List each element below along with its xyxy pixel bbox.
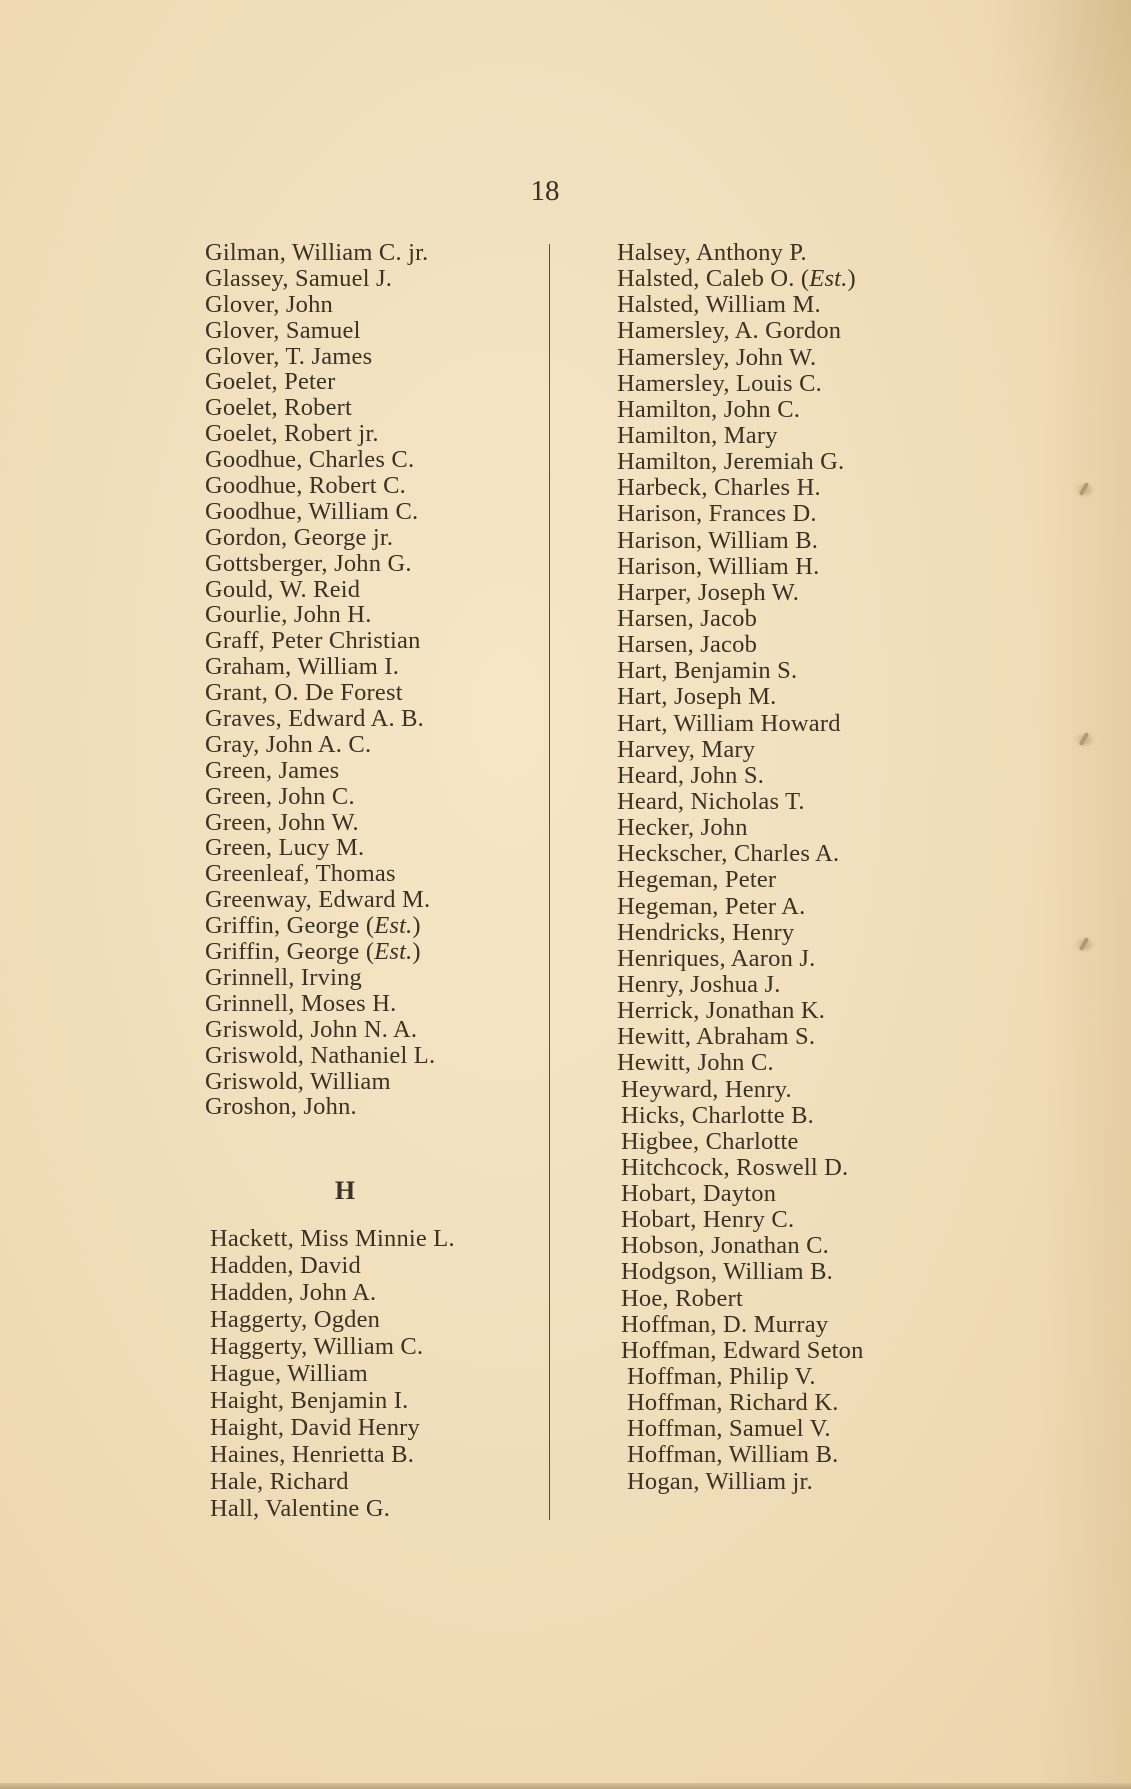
member-name: Graves, Edward A. B. [205, 705, 425, 733]
member-name: Glover, Samuel [205, 316, 361, 344]
binding-hole-mark [1072, 730, 1098, 750]
member-name: Heard, Nicholas T. [617, 787, 805, 815]
list-item [617, 1442, 864, 1468]
member-name: Hobson, Jonathan C. [621, 1232, 829, 1260]
list-item [617, 711, 864, 737]
list-item [617, 894, 864, 920]
member-name: Hamersley, A. Gordon [617, 317, 842, 345]
member-name: Henriques, Aaron J. [617, 944, 816, 972]
member-name: Haggerty, William C. [210, 1333, 424, 1360]
member-name: Gottsberger, John G. [205, 549, 412, 577]
list-item [617, 1312, 864, 1338]
list-item [617, 475, 864, 501]
list-item [205, 602, 435, 628]
member-name: Hoe, Robert [621, 1284, 743, 1312]
member-name: Harvey, Mary [617, 735, 756, 763]
list-item [617, 292, 864, 318]
member-name: Gray, John A. C. [205, 730, 372, 758]
member-name: Hegeman, Peter [617, 866, 777, 894]
list-item [205, 628, 435, 654]
member-name: Goodhue, Charles C. [205, 446, 415, 474]
member-name: Hart, Benjamin S. [617, 657, 798, 685]
member-name: Hegeman, Peter A. [617, 892, 806, 920]
list-item [210, 1414, 455, 1441]
member-name: Haines, Henrietta B. [210, 1441, 415, 1468]
member-name: Harison, William H. [617, 552, 820, 580]
member-name: Hoffman, William B. [627, 1441, 839, 1469]
member-name: Gourlie, John H. [205, 601, 372, 629]
list-item [205, 551, 435, 577]
list-item [617, 632, 864, 658]
list-item [617, 449, 864, 475]
list-item [205, 991, 435, 1017]
page-bottom-edge [0, 1783, 1131, 1789]
list-item [210, 1387, 455, 1414]
member-name: Grinnell, Irving [205, 963, 362, 991]
list-item [617, 1155, 864, 1181]
list-item [210, 1225, 455, 1252]
member-name: Harison, William B. [617, 526, 819, 554]
member-name: Green, James [205, 756, 340, 784]
member-name: Gould, W. Reid [205, 575, 361, 603]
member-name: Goelet, Robert [205, 394, 353, 422]
list-item [210, 1333, 455, 1360]
list-item [617, 1129, 864, 1155]
left-column-h-list [210, 1225, 455, 1522]
member-name: Hogan, William jr. [627, 1467, 813, 1495]
list-item [617, 1416, 864, 1442]
member-name: Harbeck, Charles H. [617, 474, 821, 502]
member-name: Halsey, Anthony P. [617, 239, 807, 266]
list-item [205, 421, 435, 447]
member-name: Haggerty, Ogden [210, 1306, 381, 1333]
member-name: Hoffman, Philip V. [627, 1363, 816, 1391]
list-item [205, 758, 435, 784]
list-item [617, 397, 864, 423]
list-item [205, 654, 435, 680]
list-item [617, 1181, 864, 1207]
list-item [617, 998, 864, 1024]
list-item [617, 658, 864, 684]
member-name: Hoffman, Richard K. [627, 1389, 839, 1417]
list-item [617, 1103, 864, 1129]
list-item [617, 371, 864, 397]
list-item [210, 1252, 455, 1279]
list-item [205, 1017, 435, 1043]
member-name: Gordon, George jr. [205, 523, 394, 551]
list-item [617, 946, 864, 972]
list-item [617, 1259, 864, 1285]
list-item: Halsted, Caleb O. (Est.) [617, 265, 856, 293]
list-item [210, 1279, 455, 1306]
list-item [205, 292, 435, 318]
member-name: Hackett, Miss Minnie L. [210, 1225, 455, 1252]
list-item [205, 861, 435, 887]
left-column-g-list [205, 240, 435, 1120]
member-name: Harper, Joseph W. [617, 578, 800, 606]
member-name: Green, John W. [205, 808, 359, 836]
list-item [617, 501, 864, 527]
estate-note: Est. [374, 938, 413, 966]
member-name: Heckscher, Charles A. [617, 840, 840, 868]
list-item [210, 1468, 455, 1495]
member-name: Hadden, David [210, 1252, 361, 1279]
list-item [617, 606, 864, 632]
member-name: Greenway, Edward M. [205, 886, 431, 914]
list-item [617, 920, 864, 946]
list-item [617, 763, 864, 789]
column-divider [549, 244, 550, 1520]
list-item [205, 810, 435, 836]
page-fold-shadow [981, 0, 1131, 300]
list-item [205, 1043, 435, 1069]
member-name: Grant, O. De Forest [205, 679, 403, 707]
member-name: Hobart, Henry C. [621, 1206, 795, 1234]
member-name: Griffin, George [205, 938, 360, 966]
member-name: Grinnell, Moses H. [205, 989, 397, 1017]
member-name: Griswold, John N. A. [205, 1015, 418, 1043]
member-name: Hoffman, Edward Seton [621, 1336, 864, 1364]
member-name: Hale, Richard [210, 1468, 349, 1495]
page-number: 18 [530, 175, 560, 207]
member-name: Hague, William [210, 1360, 368, 1387]
member-name: Goodhue, William C. [205, 497, 419, 525]
member-name: Halsted, William M. [617, 291, 821, 319]
member-name: Henry, Joshua J. [617, 970, 781, 998]
list-item [617, 1469, 864, 1495]
list-item [617, 1050, 864, 1076]
list-item [205, 1094, 435, 1120]
list-item [210, 1360, 455, 1387]
member-name: Halsted, Caleb O. [617, 265, 795, 293]
list-item: Griffin, George (Est.) [205, 938, 421, 966]
member-name: Hitchcock, Roswell D. [621, 1153, 849, 1181]
member-name: Hamilton, Jeremiah G. [617, 448, 845, 476]
member-name: Hamersley, Louis C. [617, 369, 822, 397]
list-item [617, 1024, 864, 1050]
member-name: Hadden, John A. [210, 1279, 377, 1306]
binding-hole-mark [1072, 935, 1098, 955]
list-item [210, 1306, 455, 1333]
list-item [617, 1364, 864, 1390]
list-item [617, 841, 864, 867]
member-name: Greenleaf, Thomas [205, 860, 396, 888]
list-item [205, 473, 435, 499]
list-item [205, 240, 435, 266]
member-name: Hobart, Dayton [621, 1180, 777, 1208]
member-name: Hewitt, Abraham S. [617, 1023, 816, 1051]
estate-note: Est. [374, 912, 413, 940]
member-name: Griffin, George [205, 912, 360, 940]
list-item [617, 423, 864, 449]
list-item [617, 815, 864, 841]
list-item [205, 1069, 435, 1095]
member-name: Green, John C. [205, 782, 355, 810]
member-name: Hall, Valentine G. [210, 1495, 391, 1522]
list-item [617, 318, 864, 344]
list-item [205, 525, 435, 551]
member-name: Hart, William Howard [617, 709, 841, 737]
member-name: Haight, Benjamin I. [210, 1387, 409, 1414]
member-name: Hicks, Charlotte B. [621, 1101, 814, 1129]
list-item [210, 1495, 455, 1522]
list-item [205, 369, 435, 395]
list-item [205, 318, 435, 344]
list-item [617, 1338, 864, 1364]
list-item [617, 345, 864, 371]
member-name: Haight, David Henry [210, 1414, 420, 1441]
member-name: Hamilton, John C. [617, 395, 801, 423]
list-item [617, 1286, 864, 1312]
list-item [617, 1233, 864, 1259]
right-column-list [617, 240, 864, 1495]
list-item [617, 867, 864, 893]
member-name: Groshon, John. [205, 1093, 357, 1121]
list-item [205, 965, 435, 991]
member-name: Hart, Joseph M. [617, 683, 777, 711]
member-name: Graham, William I. [205, 653, 400, 681]
member-name: Glassey, Samuel J. [205, 264, 393, 292]
list-item [617, 684, 864, 710]
member-name: Graff, Peter Christian [205, 627, 421, 655]
list-item: Griffin, George (Est.) [205, 912, 421, 940]
member-name: Hamersley, John W. [617, 343, 817, 371]
list-item [205, 784, 435, 810]
member-name: Hoffman, D. Murray [621, 1310, 829, 1338]
member-name: Gilman, William C. jr. [205, 239, 429, 266]
list-item [205, 887, 435, 913]
member-name: Harsen, Jacob [617, 604, 758, 632]
member-name: Hoffman, Samuel V. [627, 1415, 831, 1443]
list-item [205, 395, 435, 421]
member-name: Harsen, Jacob [617, 631, 758, 659]
list-item [205, 732, 435, 758]
member-name: Harison, Frances D. [617, 500, 817, 528]
list-item [617, 240, 864, 266]
list-item [205, 499, 435, 525]
member-name: Griswold, Nathaniel L. [205, 1041, 436, 1069]
list-item [617, 580, 864, 606]
member-name: Green, Lucy M. [205, 834, 365, 862]
list-item [205, 344, 435, 370]
member-name: Griswold, William [205, 1067, 391, 1095]
list-item [617, 972, 864, 998]
list-item [617, 554, 864, 580]
member-name: Hecker, John [617, 814, 748, 842]
list-item [205, 835, 435, 861]
member-name: Goelet, Peter [205, 368, 336, 396]
binding-hole-mark [1072, 480, 1098, 500]
list-item [205, 447, 435, 473]
member-name: Higbee, Charlotte [621, 1127, 799, 1155]
list-item [205, 266, 435, 292]
member-name: Goelet, Robert jr. [205, 420, 379, 448]
list-item [617, 528, 864, 554]
member-name: Herrick, Jonathan K. [617, 997, 826, 1025]
member-name: Glover, John [205, 290, 333, 318]
list-item [205, 577, 435, 603]
list-item [617, 789, 864, 815]
list-item [205, 706, 435, 732]
member-name: Hamilton, Mary [617, 421, 778, 449]
member-name: Goodhue, Robert C. [205, 472, 406, 500]
list-item [617, 1207, 864, 1233]
member-name: Glover, T. James [205, 342, 373, 370]
list-item [617, 737, 864, 763]
list-item [210, 1441, 455, 1468]
section-heading: H [334, 1176, 356, 1205]
member-name: Hendricks, Henry [617, 918, 795, 946]
member-name: Heyward, Henry. [621, 1075, 792, 1103]
member-name: Hewitt, John C. [617, 1049, 774, 1077]
list-item [617, 1077, 864, 1103]
member-name: Hodgson, William B. [621, 1258, 833, 1286]
list-item [617, 1390, 864, 1416]
member-name: Heard, John S. [617, 761, 765, 789]
estate-note: Est. [809, 265, 848, 293]
list-item [205, 680, 435, 706]
